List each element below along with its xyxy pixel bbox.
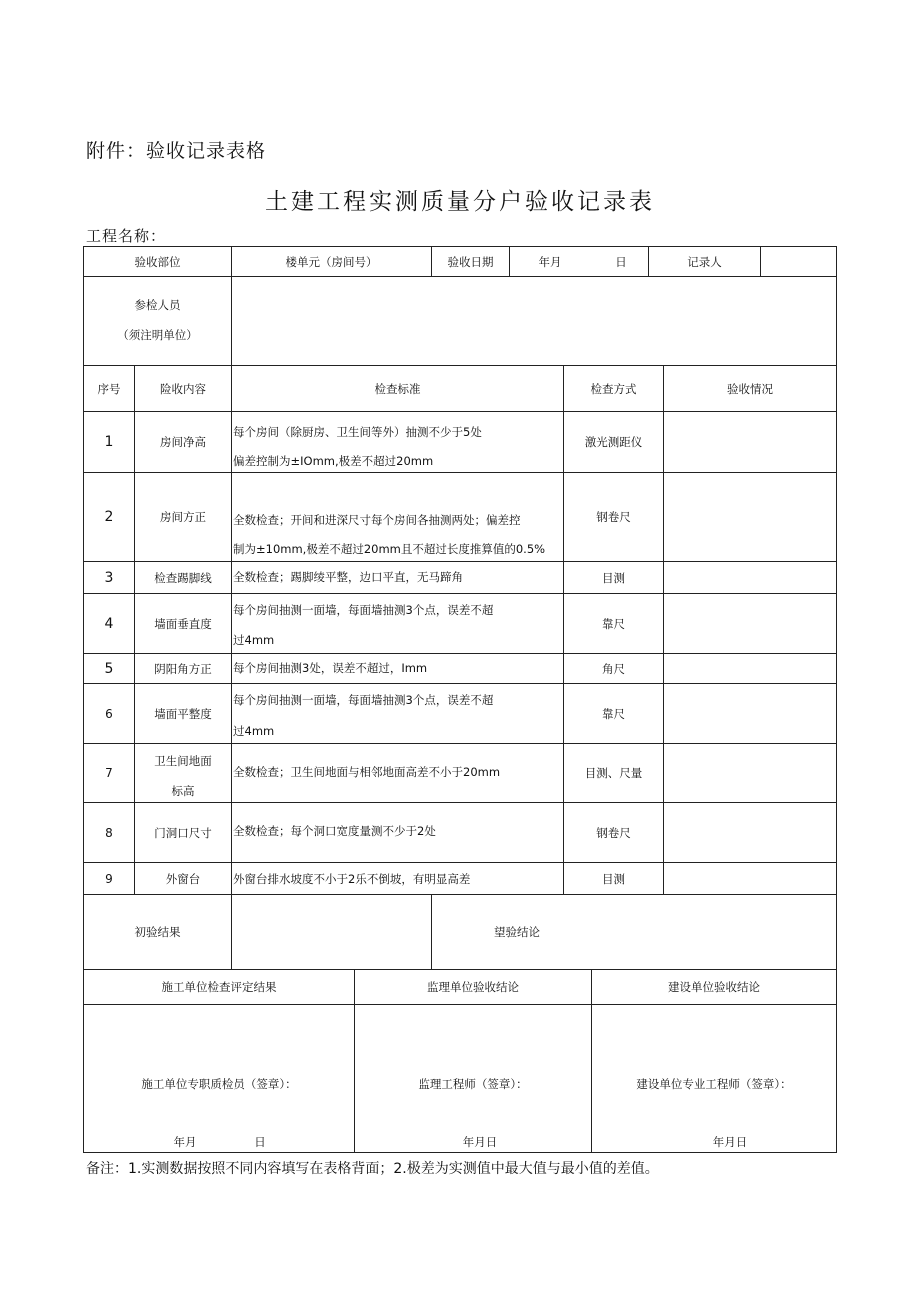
supervision-signature-field[interactable]: 监理工程师（签章）： — [418, 1077, 528, 1091]
row-standard-line1: 全数检查；每个洞口宽度量测不少于2处 — [233, 824, 436, 838]
supervision-unit-heading: 监理单位验收结论 — [427, 980, 519, 994]
row-standard-line2: 偏差控制为±IOmm,极差不超过20mm — [233, 454, 434, 468]
recorder-label: 记录人 — [687, 254, 722, 269]
row-standard-line1: 外窗台排水坡度不小于2乐不倒坡，有明显高差 — [233, 872, 471, 886]
supervision-date[interactable]: 年月日 — [462, 1135, 498, 1149]
row-standard-line1: 全数检查；踢脚绫平整，边口平直，无马蹄角 — [233, 570, 463, 584]
inspectors-unit-note: （须注明单位） — [117, 328, 198, 342]
row-result-field[interactable] — [664, 412, 836, 472]
row-standard-line2: 过4mm — [233, 724, 275, 738]
column-header-standard: 检查标准 — [374, 381, 421, 396]
row-result-field[interactable] — [664, 684, 836, 743]
construction-date-day[interactable]: 日 — [254, 1135, 266, 1149]
document-title: 土建工程实测质量分户验收记录表 — [265, 189, 655, 215]
project-name-label: 工程名称： — [86, 227, 167, 245]
review-conclusion-field[interactable] — [640, 895, 836, 969]
row-number: 9 — [105, 871, 113, 886]
inspection-location-label: 验收部位 — [134, 254, 181, 269]
row-number: 2 — [104, 509, 114, 525]
row-content: 墙面垂直度 — [154, 616, 212, 631]
row-result-field[interactable] — [664, 803, 836, 862]
row-method: 目测、尺量 — [584, 766, 643, 780]
row-number: 8 — [105, 825, 113, 840]
row-result-field[interactable] — [664, 654, 836, 683]
row-content: 门洞口尺寸 — [154, 825, 212, 840]
row-method: 钢卷尺 — [596, 825, 631, 840]
row-result-field[interactable] — [664, 473, 836, 561]
row-result-field[interactable] — [664, 744, 836, 802]
column-header-no: 序号 — [97, 381, 121, 396]
date-month-field[interactable]: 年月 — [538, 254, 562, 269]
initial-result-label: 初验结果 — [134, 925, 181, 939]
row-method: 靠尺 — [602, 616, 625, 631]
row-standard-line1: 每个房间抽测一面墙，每面墙抽测3个点，误差不超 — [233, 693, 494, 707]
column-header-content: 险收内容 — [160, 381, 206, 396]
row-content: 阴阳角方正 — [154, 661, 212, 676]
row-content-line2: 标高 — [171, 784, 195, 798]
row-number: 5 — [104, 660, 114, 677]
row-standard-line2: 制为±10mm,极差不超过20mm且不超过长度推算值的0.5% — [233, 542, 546, 556]
footnote: 备注：1.实测数据按照不同内容填写在表格背面；2.极差为实测值中最大值与最小值的差值。 — [86, 1161, 659, 1177]
inspectors-field[interactable] — [232, 277, 836, 365]
row-standard-line1: 每个房间抽测一面墙，每面墙抽测3个点，误差不超 — [233, 603, 494, 617]
row-content: 检查踢脚线 — [154, 570, 212, 585]
owner-unit-heading: 建设单位验收结论 — [668, 980, 760, 994]
owner-signature-field[interactable]: 建设单位专业工程师（签章）： — [636, 1077, 792, 1091]
row-content: 房间净高 — [160, 435, 206, 449]
row-method: 激光测距仪 — [584, 435, 643, 449]
row-method: 目测 — [602, 871, 625, 886]
row-method: 角尺 — [602, 661, 625, 676]
row-method: 钢卷尺 — [596, 510, 631, 524]
unit-room-label: 楼单元（房间号） — [285, 254, 378, 269]
row-number: 1 — [104, 434, 114, 450]
attachment-label: 附件：验收记录表格 — [86, 140, 267, 162]
row-number: 7 — [105, 766, 113, 780]
inspection-date-label: 验收日期 — [447, 254, 494, 269]
initial-result-field[interactable] — [232, 895, 431, 969]
row-content: 墙面平整度 — [154, 706, 212, 721]
row-method: 目测 — [602, 570, 625, 585]
row-standard-line1: 全数检查；开间和进深尺寸每个房间各抽测两处；偏差控 — [233, 513, 521, 527]
row-result-field[interactable] — [664, 863, 836, 894]
inspectors-label: 参检人员 — [134, 298, 181, 312]
recorder-field[interactable] — [761, 247, 836, 276]
review-conclusion-label: 望验结论 — [494, 925, 540, 939]
row-method: 靠尺 — [602, 706, 625, 721]
row-content: 房间方正 — [160, 510, 206, 524]
row-number: 4 — [104, 615, 114, 632]
row-number: 3 — [104, 569, 114, 586]
construction-date-month[interactable]: 年月 — [173, 1135, 197, 1149]
row-result-field[interactable] — [664, 594, 836, 653]
row-content: 外窗台 — [165, 871, 201, 886]
owner-date[interactable]: 年月日 — [712, 1135, 748, 1149]
row-content-line1: 卫生间地面 — [154, 754, 212, 768]
date-day-field[interactable]: 日 — [615, 254, 627, 269]
row-standard-line1: 每个房间（除厨房、卫生间等外）抽测不少于5处 — [233, 425, 482, 439]
construction-unit-heading: 施工单位检查评定结果 — [161, 980, 277, 994]
construction-signature-field[interactable]: 施工单位专职质检员（签章）： — [141, 1077, 297, 1091]
row-result-field[interactable] — [664, 562, 836, 593]
column-header-result: 验收情况 — [727, 381, 773, 396]
row-standard-line2: 过4mm — [233, 633, 275, 647]
row-number: 6 — [105, 706, 113, 721]
row-standard-line1: 每个房间抽测3处，误差不超过，Imm — [233, 661, 428, 675]
column-header-method: 检查方式 — [590, 381, 637, 396]
row-standard-line1: 全数检查；卫生间地面与相邻地面高差不小于20mm — [233, 765, 501, 779]
